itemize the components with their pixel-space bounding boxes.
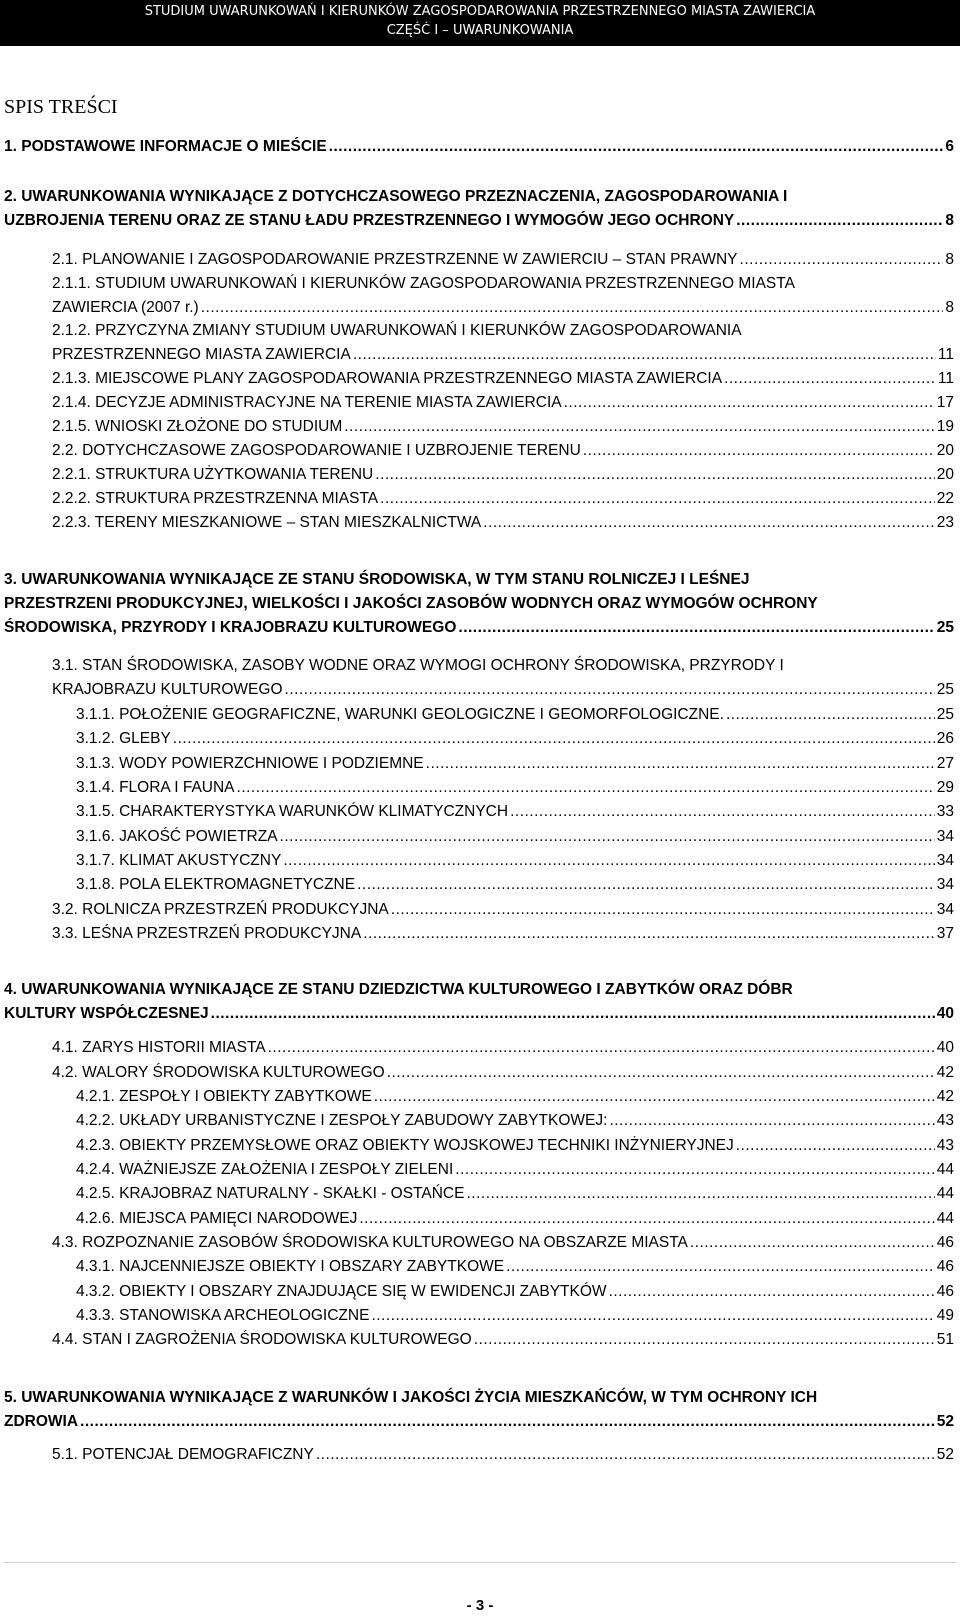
toc-entry-text: 4.1. ZARYS HISTORII MIASTA <box>52 1039 266 1056</box>
dot-leader <box>690 1233 935 1253</box>
toc-entry-text: PRZESTRZENNEGO MIASTA ZAWIERCIA <box>52 346 351 364</box>
toc-page-number: 8 <box>945 299 954 317</box>
toc-page-number: 29 <box>936 779 954 796</box>
toc-entry-text: 2.2. DOTYCHCZASOWE ZAGOSPODAROWANIE I UZBROJENIE TERENU <box>52 442 581 459</box>
toc-entry-text: 2.1. PLANOWANIE I ZAGOSPODAROWANIE PRZESTRZENNE W ZAWIERCIU – STAN PRAWNY <box>52 251 738 268</box>
header-title: STUDIUM UWARUNKOWAŃ I KIERUNKÓW ZAGOSPODAROWANIA PRZESTRZENNEGO MIASTA ZAWIERCIA <box>144 4 816 19</box>
toc-entry-text: 4.3. ROZPOZNANIE ZASOBÓW ŚRODOWISKA KULTUROWEGO NA OBSZARZE MIASTA <box>52 1234 688 1251</box>
toc-page-number: 11 <box>937 370 954 387</box>
toc-entry-text: 3.1.2. GLEBY <box>76 730 171 747</box>
toc-entry-text: 2.1.1. STUDIUM UWARUNKOWAŃ I KIERUNKÓW ZAGOSPODAROWANIA PRZESTRZENNEGO MIASTA <box>52 275 795 292</box>
toc-entry-text: 4.3.2. OBIEKTY I OBSZARY ZNAJDUJĄCE SIĘ W EWIDENCJI ZABYTKÓW <box>76 1283 607 1300</box>
toc-entry[interactable] <box>52 417 954 437</box>
toc-page-number: 27 <box>936 755 954 772</box>
toc-entry-text: ŚRODOWISKA, PRZYRODY I KRAJOBRAZU KULTUROWEGO <box>4 619 457 637</box>
toc-entry[interactable] <box>4 1412 954 1432</box>
dot-leader <box>609 1282 935 1302</box>
toc-entry-text: 1. PODSTAWOWE INFORMACJE O MIEŚCIE <box>4 138 327 155</box>
toc-entry-text: PRZESTRZENI PRODUKCYJNEJ, WIELKOŚCI I JAKOŚCI ZASOBÓW WODNYCH ORAZ WYMOGÓW OCHRONY <box>4 595 818 613</box>
toc-entry-text: KULTURY WSPÓŁCZESNEJ <box>4 1005 209 1023</box>
dot-leader <box>280 827 935 847</box>
toc-entry-text: 4.3.1. NAJCENNIEJSZE OBIEKTY I OBSZARY ZABYTKOWE <box>76 1258 505 1275</box>
dot-leader <box>510 802 935 822</box>
toc-page-number: 40 <box>936 1039 954 1056</box>
toc-page-number: 6 <box>945 138 954 155</box>
toc-page-number: 23 <box>936 514 954 531</box>
dot-leader <box>455 1160 934 1180</box>
dot-leader <box>736 1136 935 1156</box>
toc-title: SPIS TREŚCI <box>4 96 118 118</box>
toc-page-number: 20 <box>936 466 954 483</box>
toc-entry-text: 2.1.2. PRZYCZYNA ZMIANY STUDIUM UWARUNKOWAŃ I KIERUNKÓW ZAGOSPODAROWANIA <box>52 322 742 339</box>
toc-page-number: 25 <box>936 619 954 637</box>
toc-entry-text: 3.1.4. FLORA I FAUNA <box>76 779 235 796</box>
toc-page-number: 25 <box>936 681 954 699</box>
toc-entry[interactable] <box>76 778 954 798</box>
toc-entry-text: 2.2.3. TERENY MIESZKANIOWE – STAN MIESZKALNICTWA <box>52 514 482 531</box>
toc-entry-text: 3.3. LEŚNA PRZESTRZEŃ PRODUKCYJNA <box>52 925 362 942</box>
dot-leader <box>285 680 935 700</box>
dot-leader <box>726 705 935 725</box>
toc-entry[interactable] <box>4 1004 954 1024</box>
dot-leader <box>201 298 944 318</box>
toc-entry-text: UZBROJENIA TERENU ORAZ ZE STANU ŁADU PRZESTRZENNEGO I WYMOGÓW JEGO OCHRONY <box>4 212 735 230</box>
toc-page-number: 22 <box>936 490 954 507</box>
toc-page-number: 34 <box>936 876 954 893</box>
toc-entry-text: 4.2. WALORY ŚRODOWISKA KULTUROWEGO <box>52 1064 385 1081</box>
toc-page-number: 8 <box>945 251 954 268</box>
dot-leader <box>359 1209 934 1229</box>
toc-entry[interactable] <box>76 1306 954 1326</box>
toc-entry-text: 4.2.2. UKŁADY URBANISTYCZNE I ZESPOŁY ZABUDOWY ZABYTKOWEJ: <box>76 1112 608 1129</box>
toc-entry-text: 3.1.5. CHARAKTERYSTYKA WARUNKÓW KLIMATYCZNYCH <box>76 803 509 820</box>
toc-page-number: 42 <box>936 1088 954 1105</box>
dot-leader <box>380 489 935 509</box>
toc-entry[interactable] <box>76 1160 954 1180</box>
dot-leader <box>237 778 935 798</box>
toc-entry-text: 3.1.3. WODY POWIERZCHNIOWE I PODZIEMNE <box>76 755 424 772</box>
toc-page-number: 52 <box>936 1446 954 1463</box>
toc-entry-text: 3.1.6. JAKOŚĆ POWIETRZA <box>76 828 278 845</box>
toc-entry[interactable] <box>76 851 954 871</box>
toc-entry-text: 2.1.5. WNIOSKI ZŁOŻONE DO STUDIUM <box>52 418 343 435</box>
toc-entry-text: 4. UWARUNKOWANIA WYNIKAJĄCE ZE STANU DZIEDZICTWA KULTUROWEGO I ZABYTKÓW ORAZ DÓBR <box>4 981 793 998</box>
toc-entry[interactable] <box>76 827 954 847</box>
footer-divider <box>4 1562 956 1563</box>
toc-entry[interactable] <box>52 298 954 318</box>
toc-entry[interactable] <box>76 754 954 774</box>
toc-page-number: 49 <box>936 1307 954 1324</box>
toc-entry-text: 3.1. STAN ŚRODOWISKA, ZASOBY WODNE ORAZ WYMOGI OCHRONY ŚRODOWISKA, PRZYRODY I <box>52 657 784 674</box>
dot-leader <box>483 513 935 533</box>
toc-entry[interactable] <box>4 618 954 638</box>
toc-entry[interactable] <box>76 705 954 725</box>
toc-entry-text: 2. UWARUNKOWANIA WYNIKAJĄCE Z DOTYCHCZASOWEGO PRZEZNACZENIA, ZAGOSPODAROWANIA I <box>4 188 788 205</box>
toc-page-number: 37 <box>936 925 954 942</box>
toc-entry[interactable] <box>76 1282 954 1302</box>
toc-entry-text: 4.2.3. OBIEKTY PRZEMYSŁOWE ORAZ OBIEKTY WOJSKOWEJ TECHNIKI INŻYNIERYJNEJ <box>76 1137 734 1154</box>
dot-leader <box>474 1330 935 1350</box>
dot-leader <box>375 465 934 485</box>
toc-page-number: 43 <box>936 1137 954 1154</box>
toc-entry[interactable] <box>52 513 954 533</box>
toc-entry[interactable] <box>76 1087 954 1107</box>
toc-entry-text: 2.2.1. STRUKTURA UŻYTKOWANIA TERENU <box>52 466 374 483</box>
toc-entry-text: 2.1.3. MIEJSCOWE PLANY ZAGOSPODAROWANIA PRZESTRZENNEGO MIASTA ZAWIERCIA <box>52 370 723 387</box>
dot-leader <box>80 1412 935 1432</box>
toc-page-number: 44 <box>936 1210 954 1227</box>
dot-leader <box>363 924 935 944</box>
dot-leader <box>564 393 935 413</box>
dot-leader <box>583 441 935 461</box>
toc-entry[interactable] <box>52 900 954 920</box>
dot-leader <box>740 250 944 270</box>
dot-leader <box>316 1445 935 1465</box>
dot-leader <box>426 754 935 774</box>
toc-page-number: 52 <box>936 1413 954 1431</box>
toc-entry-text: 4.2.6. MIEJSCA PAMIĘCI NARODOWEJ <box>76 1210 358 1227</box>
running-header <box>0 0 960 46</box>
dot-leader <box>724 369 936 389</box>
toc-page-number: 46 <box>936 1234 954 1251</box>
toc-page-number: 8 <box>945 212 954 230</box>
toc-page-number: 19 <box>936 418 954 435</box>
toc-entry[interactable] <box>4 137 954 157</box>
dot-leader <box>329 137 944 157</box>
toc-entry[interactable] <box>52 1330 954 1350</box>
dot-leader <box>353 345 936 365</box>
dot-leader <box>173 729 935 749</box>
toc-entry-text: 3.1.7. KLIMAT AKUSTYCZNY <box>76 852 282 869</box>
toc-entry[interactable] <box>76 1257 954 1277</box>
toc-entry-text: 4.2.1. ZESPOŁY I OBIEKTY ZABYTKOWE <box>76 1088 372 1105</box>
toc-page-number: 11 <box>937 346 954 364</box>
toc-entry[interactable] <box>76 1209 954 1229</box>
page-number: - 3 - <box>466 1597 494 1614</box>
toc-entry[interactable] <box>76 875 954 895</box>
toc-entry[interactable] <box>52 465 954 485</box>
dot-leader <box>736 211 943 231</box>
toc-page-number: 44 <box>936 1161 954 1178</box>
dot-leader <box>371 1306 934 1326</box>
toc-entry-text: 4.4. STAN I ZAGROŻENIA ŚRODOWISKA KULTUROWEGO <box>52 1331 472 1348</box>
toc-entry[interactable] <box>52 1063 954 1083</box>
toc-entry[interactable] <box>52 345 954 365</box>
dot-leader <box>283 851 934 871</box>
toc-entry[interactable] <box>52 1233 954 1253</box>
toc-entry[interactable] <box>52 1445 954 1465</box>
toc-entry-text: 3. UWARUNKOWANIA WYNIKAJĄCE ZE STANU ŚRODOWISKA, W TYM STANU ROLNICZEJ I LEŚNEJ <box>4 571 750 588</box>
toc-entry[interactable] <box>52 441 954 461</box>
toc-entry[interactable] <box>52 680 954 700</box>
dot-leader <box>387 1063 935 1083</box>
toc-page-number: 25 <box>936 706 954 723</box>
toc-page-number: 34 <box>936 852 954 869</box>
toc-page-number: 40 <box>936 1005 954 1023</box>
dot-leader <box>609 1111 934 1131</box>
toc-entry[interactable] <box>4 211 954 231</box>
toc-entry-text: 2.2.2. STRUKTURA PRZESTRZENNA MIASTA <box>52 490 379 507</box>
dot-leader <box>344 417 935 437</box>
toc-entry[interactable] <box>52 250 954 270</box>
toc-entry[interactable] <box>76 729 954 749</box>
toc-page-number: 44 <box>936 1185 954 1202</box>
toc-page-number: 51 <box>936 1331 954 1348</box>
toc-entry[interactable] <box>52 1038 954 1058</box>
toc-entry-text: 5.1. POTENCJAŁ DEMOGRAFICZNY <box>52 1446 314 1463</box>
dot-leader <box>211 1004 935 1024</box>
header-subtitle: CZĘŚĆ I – UWARUNKOWANIA <box>386 23 574 38</box>
dot-leader <box>391 900 935 920</box>
toc-page-number: 43 <box>936 1112 954 1129</box>
toc-entry[interactable] <box>52 489 954 509</box>
toc-page-number: 46 <box>936 1283 954 1300</box>
toc-page-number: 26 <box>936 730 954 747</box>
toc-entry[interactable] <box>52 924 954 944</box>
toc-entry-text: 4.3.3. STANOWISKA ARCHEOLOGICZNE <box>76 1307 370 1324</box>
toc-entry-text: 4.2.5. KRAJOBRAZ NATURALNY - SKAŁKI - OSTAŃCE <box>76 1185 465 1202</box>
toc-entry-text: ZAWIERCIA (2007 r.) <box>52 299 199 317</box>
dot-leader <box>506 1257 935 1277</box>
toc-page-number: 34 <box>936 901 954 918</box>
toc-entry[interactable] <box>52 369 954 389</box>
toc-entry-text: 5. UWARUNKOWANIA WYNIKAJĄCE Z WARUNKÓW I JAKOŚCI ŻYCIA MIESZKAŃCÓW, W TYM OCHRONY ICH <box>4 1389 818 1406</box>
toc-entry[interactable] <box>52 393 954 413</box>
toc-entry-text: ZDROWIA <box>4 1413 79 1431</box>
dot-leader <box>458 618 934 638</box>
dot-leader <box>357 875 935 895</box>
toc-entry-text: 3.2. ROLNICZA PRZESTRZEŃ PRODUKCYJNA <box>52 901 389 918</box>
dot-leader <box>268 1038 935 1058</box>
toc-entry-text: 3.1.1. POŁOŻENIE GEOGRAFICZNE, WARUNKI GEOLOGICZNE I GEOMORFOLOGICZNE. <box>76 706 724 723</box>
toc-entry[interactable] <box>76 802 954 822</box>
toc-entry-text: 4.2.4. WAŻNIEJSZE ZAŁOŻENIA I ZESPOŁY ZIELENI <box>76 1161 454 1178</box>
toc-entry[interactable] <box>76 1111 954 1131</box>
toc-page-number: 33 <box>936 803 954 820</box>
toc-page-number: 34 <box>936 828 954 845</box>
toc-page-number: 17 <box>936 394 954 411</box>
toc-page-number: 20 <box>936 442 954 459</box>
toc-entry[interactable] <box>76 1136 954 1156</box>
toc-entry-text: 2.1.4. DECYZJE ADMINISTRACYJNE NA TERENIE MIASTA ZAWIERCIA <box>52 394 562 411</box>
toc-page-number: 42 <box>936 1064 954 1081</box>
dot-leader <box>374 1087 935 1107</box>
toc-entry[interactable] <box>76 1184 954 1204</box>
toc-entry-text: 3.1.8. POLA ELEKTROMAGNETYCZNE <box>76 876 356 893</box>
toc-page-number: 46 <box>936 1258 954 1275</box>
dot-leader <box>466 1184 934 1204</box>
toc-entry-text: KRAJOBRAZU KULTUROWEGO <box>52 681 283 699</box>
